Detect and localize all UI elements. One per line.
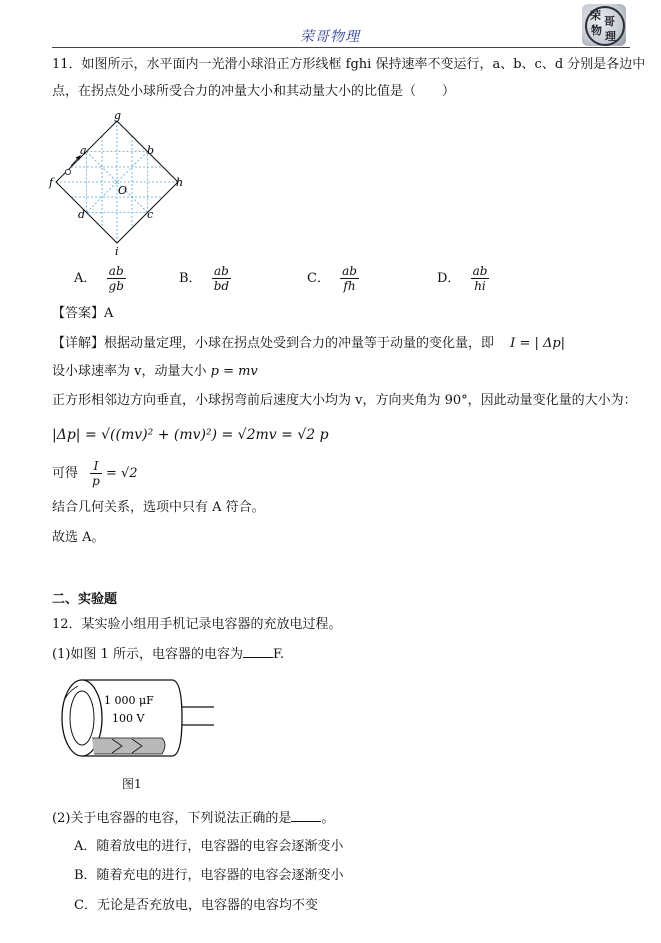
- option-c-den: fh: [343, 279, 356, 293]
- option-d-letter: D．: [437, 271, 461, 286]
- part1-pre: (1)如图 1 所示，电容器的电容为: [52, 647, 243, 662]
- q12-option-b[interactable]: B．随着充电的进行，电容器的电容会逐渐变小: [74, 868, 344, 883]
- q11-option-d[interactable]: [437, 264, 489, 293]
- capacitor-voltage-text: 100 V: [112, 712, 145, 725]
- part1-post: F.: [272, 647, 285, 662]
- logo-char-3: 物: [591, 24, 602, 37]
- ratio-num: I: [90, 459, 102, 474]
- label-c: c: [147, 208, 154, 221]
- option-d-num: ab: [472, 264, 488, 278]
- q11-option-c[interactable]: [307, 264, 359, 293]
- q12-part2: [52, 809, 334, 828]
- ratio-rhs: = √2: [105, 466, 138, 481]
- ratio-fraction: [90, 459, 102, 488]
- option-a-letter: A．: [74, 271, 97, 286]
- line2-text: 设小球速率为 v，动量大小: [52, 364, 207, 379]
- kede-text: 可得: [52, 466, 79, 481]
- option-c-fraction: [340, 264, 359, 293]
- option-d-fraction: [471, 264, 490, 293]
- q11-main-equation: |Δp| = √((mv)² + (mv)²) = √2mv = √2 p: [52, 427, 329, 443]
- logo-char-4: 理: [605, 30, 616, 43]
- ratio-den: p: [92, 474, 100, 488]
- label-f: f: [49, 176, 54, 189]
- option-c-letter: C．: [307, 271, 330, 286]
- detail-label: 【详解】: [52, 336, 105, 351]
- option-c-num: ab: [342, 264, 357, 278]
- capacitor-stripe: [92, 738, 165, 754]
- q12-option-c[interactable]: C．无论是否充放电，电容器的电容均不变: [74, 898, 318, 913]
- q11-option-a[interactable]: [74, 264, 126, 293]
- q11-ratio-line: [52, 459, 138, 488]
- q11-choose-line: 故选 A。: [52, 530, 105, 545]
- dashed-grid: [56, 121, 178, 243]
- label-i: i: [115, 245, 119, 258]
- square-frame-figure: [48, 110, 193, 258]
- logo-char-1: 荣: [590, 9, 601, 22]
- capacitor-drawing: [52, 670, 218, 770]
- q11-detail-line1: [52, 335, 565, 353]
- q12-stem: 12．某实验小组用手机记录电容器的充放电过程。: [52, 617, 342, 632]
- section-title: 二、实验题: [52, 592, 118, 607]
- part1-blank[interactable]: [243, 645, 273, 658]
- logo-char-2: 哥: [604, 15, 615, 28]
- option-b-letter: B．: [179, 271, 202, 286]
- option-a-den: gb: [108, 279, 124, 293]
- q11-stem-line1: 11．如图所示，水平面内一光滑小球沿正方形线框 fghi 保持速率不变运行，a、b、c、d 分别是各边中: [52, 57, 646, 72]
- q11-option-b[interactable]: [179, 264, 231, 293]
- q12-part1: [52, 645, 284, 664]
- label-b: b: [147, 144, 155, 157]
- answer-label: 【答案】: [52, 306, 105, 321]
- label-O: O: [118, 184, 128, 197]
- figure-caption: 图1: [122, 777, 142, 791]
- label-a: a: [80, 144, 87, 157]
- label-d: d: [78, 208, 86, 221]
- option-b-num: ab: [212, 264, 231, 279]
- ball: [65, 169, 70, 174]
- brand-logo: [582, 4, 626, 46]
- capacitor-capacitance-text: 1 000 μF: [104, 694, 154, 707]
- part2-pre: (2)关于电容器的电容，下列说法正确的是: [52, 811, 292, 826]
- header-rule: [52, 47, 630, 48]
- detail-eq-impulse: I = | Δp|: [510, 336, 566, 351]
- part2-post: 。: [321, 811, 335, 826]
- answer-value: A: [104, 306, 114, 321]
- q11-stem-line2: 点，在拐点处小球所受合力的冲量大小和其动量大小的比值是（ ）: [52, 84, 456, 99]
- part2-blank[interactable]: [291, 809, 321, 822]
- q11-combine-line: 结合几何关系，选项中只有 A 符合。: [52, 500, 265, 515]
- label-h: h: [176, 176, 184, 189]
- q11-detail-line3: 正方形相邻边方向垂直，小球拐弯前后速度大小均为 v，方向夹角为 90°，因此动量变化量的大小为：: [52, 393, 637, 408]
- option-a-num: ab: [107, 264, 126, 279]
- detail-text: 根据动量定理，小球在拐点处受到合力的冲量等于动量的变化量，即: [104, 336, 495, 351]
- option-a-fraction: [107, 264, 126, 293]
- q12-option-a[interactable]: A．随着放电的进行，电容器的电容会逐渐变小: [74, 839, 344, 854]
- label-g: g: [114, 110, 122, 122]
- option-d-den: hi: [474, 279, 486, 293]
- capacitor-figure: [52, 670, 218, 794]
- q11-answer: [52, 305, 113, 323]
- option-b-fraction: [212, 264, 231, 293]
- header-title: 荣哥物理: [300, 29, 360, 45]
- line2-eq: p = mv: [210, 364, 258, 379]
- q11-detail-line2: [52, 363, 258, 381]
- option-b-den: bd: [213, 279, 230, 293]
